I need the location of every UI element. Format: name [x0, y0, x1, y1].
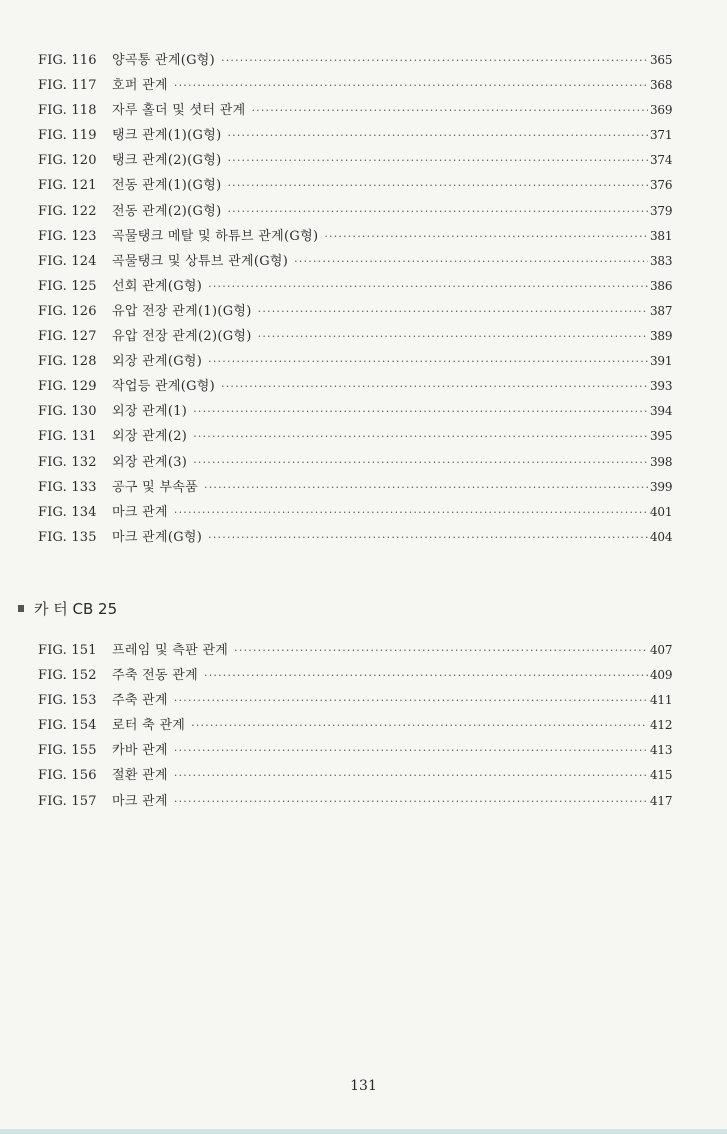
toc-entry-page: 404 — [650, 529, 673, 544]
toc-entry — [38, 450, 673, 475]
toc-entry — [38, 663, 673, 688]
toc-entry-title: 자루 홀더 및 셧터 관계 — [112, 103, 246, 119]
dot-leader — [174, 500, 648, 525]
dot-leader — [227, 199, 648, 224]
toc-entry-title: 호퍼 관계 — [112, 78, 168, 94]
dot-leader — [174, 738, 648, 763]
toc-entry-page: 379 — [650, 203, 673, 218]
toc-entry-page: 369 — [650, 103, 673, 118]
toc-entry-title: 프레임 및 측판 관계 — [112, 643, 229, 658]
toc-entry-figure: FIG. 120 — [38, 153, 97, 169]
toc-entry — [38, 249, 673, 274]
toc-entry-page: 401 — [650, 504, 673, 519]
toc-entry-page: 368 — [650, 78, 673, 93]
toc-entry — [38, 148, 673, 173]
toc-entry-figure: FIG. 155 — [38, 743, 97, 759]
toc-entry-page: 398 — [650, 454, 673, 469]
toc-entry-figure: FIG. 152 — [38, 668, 97, 684]
dot-leader — [174, 763, 648, 788]
toc-entry-page: 365 — [650, 53, 673, 67]
toc-entry-page: 389 — [650, 329, 673, 344]
toc-entry-title: 전동 관계(2)(G형) — [112, 203, 222, 219]
toc-entry-figure: FIG. 131 — [38, 429, 97, 445]
toc-entry — [38, 274, 673, 299]
toc-entry-title: 주축 관계 — [112, 693, 168, 709]
dot-leader — [227, 123, 648, 148]
dot-leader — [193, 399, 648, 424]
dot-leader — [258, 299, 648, 324]
dot-leader — [174, 688, 648, 713]
toc-entry-title: 마크 관계 — [112, 504, 168, 520]
toc-entry-figure: FIG. 117 — [38, 78, 97, 94]
toc-entry-page: 393 — [650, 379, 673, 394]
toc-entry — [38, 738, 673, 763]
toc-entry-title: 탱크 관계(2)(G형) — [112, 153, 222, 169]
dot-leader — [204, 663, 648, 688]
dot-leader — [251, 98, 648, 123]
toc-entry-figure: FIG. 126 — [38, 303, 97, 319]
toc-list-part1 — [38, 48, 673, 550]
toc-entry-figure: FIG. 125 — [38, 278, 97, 294]
toc-entry-figure: FIG. 119 — [38, 128, 97, 144]
toc-entry-title: 외장 관계(G형) — [112, 354, 203, 370]
toc-entry — [38, 374, 673, 399]
dot-leader — [193, 450, 648, 475]
section-heading — [18, 598, 117, 619]
toc-entry-figure: FIG. 153 — [38, 693, 97, 709]
toc-entry — [38, 525, 673, 550]
toc-entry — [38, 424, 673, 449]
toc-entry-figure: FIG. 122 — [38, 203, 97, 219]
toc-entry — [38, 324, 673, 349]
toc-entry — [38, 199, 673, 224]
toc-entry-figure: FIG. 128 — [38, 354, 97, 370]
toc-entry — [38, 48, 673, 73]
toc-entry-figure: FIG. 118 — [38, 103, 97, 119]
toc-entry-title: 곡물탱크 및 상튜브 관계(G형) — [112, 253, 289, 269]
toc-list-part2 — [38, 638, 673, 814]
toc-entry — [38, 713, 673, 738]
toc-entry-title: 곡물탱크 메탈 및 하튜브 관계(G형) — [112, 228, 319, 244]
toc-entry-figure: FIG. 154 — [38, 718, 97, 734]
toc-entry-figure: FIG. 116 — [38, 53, 97, 68]
toc-entry-figure: FIG. 124 — [38, 253, 97, 269]
toc-entry — [38, 349, 673, 374]
dot-leader — [234, 638, 648, 663]
dot-leader — [227, 148, 648, 173]
toc-entry-page: 411 — [650, 693, 673, 708]
toc-entry-figure: FIG. 151 — [38, 643, 97, 658]
toc-entry-page: 412 — [650, 718, 673, 733]
toc-entry-figure: FIG. 133 — [38, 479, 97, 495]
toc-entry-figure: FIG. 135 — [38, 529, 97, 545]
toc-entry-title: 카바 관계 — [112, 743, 168, 759]
toc-entry — [38, 399, 673, 424]
toc-entry — [38, 789, 673, 814]
toc-entry-figure: FIG. 123 — [38, 228, 97, 244]
toc-entry-title: 작업등 관계(G형) — [112, 379, 216, 395]
toc-entry-title: 선회 관계(G형) — [112, 278, 203, 294]
dot-leader — [294, 249, 648, 274]
dot-leader — [324, 224, 648, 249]
toc-entry — [38, 500, 673, 525]
toc-entry-page: 417 — [650, 793, 673, 808]
toc-entry-figure: FIG. 157 — [38, 793, 97, 809]
toc-entry-figure: FIG. 127 — [38, 329, 97, 345]
dot-leader — [193, 424, 648, 449]
bottom-border — [0, 1129, 727, 1134]
toc-entry-title: 로터 축 관계 — [112, 718, 186, 734]
toc-entry-page: 371 — [650, 128, 673, 143]
toc-entry-page: 387 — [650, 303, 673, 318]
toc-entry-title: 유압 전장 관계(2)(G형) — [112, 329, 252, 345]
toc-entry-title: 마크 관계(G형) — [112, 529, 203, 545]
dot-leader — [204, 475, 648, 500]
dot-leader — [174, 73, 648, 98]
dot-leader — [227, 173, 648, 198]
toc-entry-page: 409 — [650, 668, 673, 683]
toc-entry-title: 유압 전장 관계(1)(G형) — [112, 303, 252, 319]
dot-leader — [221, 374, 648, 399]
toc-entry-figure: FIG. 134 — [38, 504, 97, 520]
toc-entry — [38, 73, 673, 98]
toc-entry-page: 374 — [650, 153, 673, 168]
dot-leader — [221, 48, 648, 73]
dot-leader — [208, 349, 648, 374]
toc-entry — [38, 763, 673, 788]
toc-entry-title: 공구 및 부속품 — [112, 479, 199, 495]
toc-entry-page: 386 — [650, 278, 673, 293]
toc-entry-figure: FIG. 130 — [38, 404, 97, 420]
toc-entry-title: 탱크 관계(1)(G형) — [112, 128, 222, 144]
toc-entry-title: 주축 전동 관계 — [112, 668, 199, 684]
toc-entry-page: 399 — [650, 479, 673, 494]
section-heading-text: 카 터 CB 25 — [34, 600, 118, 618]
toc-entry — [38, 299, 673, 324]
dot-leader — [191, 713, 648, 738]
toc-entry-figure: FIG. 156 — [38, 768, 97, 784]
dot-leader — [208, 274, 648, 299]
toc-entry-page: 394 — [650, 404, 673, 419]
dot-leader — [208, 525, 648, 550]
toc-entry-page: 413 — [650, 743, 673, 758]
toc-entry-page: 383 — [650, 253, 673, 268]
toc-entry-page: 407 — [650, 643, 673, 657]
toc-entry-title: 마크 관계 — [112, 793, 168, 809]
square-bullet-icon — [18, 605, 24, 612]
toc-entry-page: 395 — [650, 429, 673, 444]
toc-entry-title: 외장 관계(2) — [112, 429, 188, 445]
toc-entry-figure: FIG. 132 — [38, 454, 97, 470]
toc-entry-page: 415 — [650, 768, 673, 783]
toc-entry — [38, 173, 673, 198]
toc-entry-title: 절환 관계 — [112, 768, 168, 784]
toc-entry — [38, 688, 673, 713]
toc-entry-page: 391 — [650, 354, 673, 369]
toc-entry-title: 외장 관계(3) — [112, 454, 188, 470]
toc-entry-figure: FIG. 121 — [38, 178, 97, 194]
dot-leader — [174, 789, 648, 814]
toc-entry — [38, 123, 673, 148]
dot-leader — [258, 324, 648, 349]
toc-entry — [38, 98, 673, 123]
toc-entry-title: 전동 관계(1)(G형) — [112, 178, 222, 194]
toc-entry-page: 381 — [650, 228, 673, 243]
page-number: 131 — [350, 1078, 377, 1094]
toc-entry — [38, 475, 673, 500]
toc-entry-figure: FIG. 129 — [38, 379, 97, 395]
toc-entry-title: 외장 관계(1) — [112, 404, 188, 420]
toc-entry-title: 양곡통 관계(G형) — [112, 53, 216, 68]
toc-entry-page: 376 — [650, 178, 673, 193]
toc-entry — [38, 224, 673, 249]
toc-entry — [38, 638, 673, 663]
